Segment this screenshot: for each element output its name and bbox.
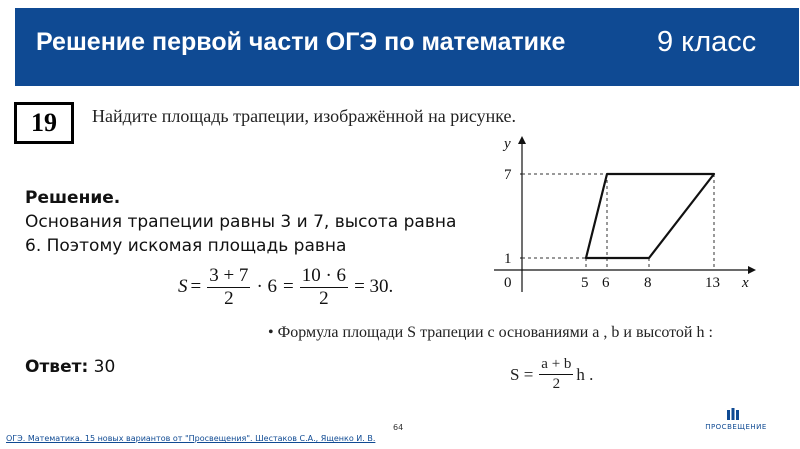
trapezoid xyxy=(586,174,714,258)
note-fraction-denominator: 2 xyxy=(552,376,561,392)
logo-mark-icon xyxy=(726,408,740,422)
page-title: Решение первой части ОГЭ по математике xyxy=(36,28,566,56)
note-formula-fraction xyxy=(539,356,573,393)
formula-fraction-2 xyxy=(300,266,348,309)
answer-label: Ответ: xyxy=(25,357,89,377)
formula-fraction-1 xyxy=(207,266,250,309)
x-tick-5: 5 xyxy=(581,275,589,291)
answer-value: 30 xyxy=(93,357,116,377)
x-tick-6: 6 xyxy=(602,275,610,291)
y-axis-label: y xyxy=(504,136,511,152)
answer xyxy=(25,357,115,377)
fraction-1-numerator: 3 + 7 xyxy=(209,264,249,286)
source-link[interactable]: ОГЭ. Математика. 15 новых вариантов от "Просвещения". Шестаков С.А., Ященко И. В. xyxy=(6,434,376,443)
y-axis-arrow xyxy=(518,136,526,144)
y-tick-7: 7 xyxy=(504,167,512,183)
x-tick-8: 8 xyxy=(644,275,652,291)
logo-text: ПРОСВЕЩЕНИЕ xyxy=(705,423,767,431)
grade-label: 9 класс xyxy=(657,26,757,58)
solution-title: Решение. xyxy=(25,188,121,208)
formula-eq2: = xyxy=(283,276,294,297)
solution-text: Основания трапеции равны 3 и 7, высота равна 6. Поэтому искомая площадь равна xyxy=(25,212,457,256)
solution-formula xyxy=(178,262,396,312)
task-number: 19 xyxy=(14,102,74,144)
origin-label: 0 xyxy=(504,275,512,291)
x-axis-arrow xyxy=(748,266,756,274)
task-text: Найдите площадь трапеции, изображённой на рисунке. xyxy=(92,106,516,126)
page-number: 64 xyxy=(393,423,404,432)
note-formula-tail: h . xyxy=(576,364,594,384)
header xyxy=(0,0,800,90)
trapezoid-graph xyxy=(490,130,760,300)
fraction-1-denominator: 2 xyxy=(224,287,234,309)
x-axis-label: x xyxy=(742,275,749,291)
solution-block xyxy=(25,186,475,258)
note-fraction-numerator: a + b xyxy=(539,356,573,375)
formula-note-text: • Формула площади S трапеции с основаниями a , b и высотой h : xyxy=(268,324,713,341)
fraction-2-denominator: 2 xyxy=(319,287,329,309)
formula-lhs: S xyxy=(178,276,188,297)
formula-note xyxy=(510,356,593,393)
fraction-2-numerator: 10 · 6 xyxy=(301,264,347,286)
x-tick-13: 13 xyxy=(705,275,720,291)
formula-result: = 30. xyxy=(354,276,394,297)
note-formula-lhs: S = xyxy=(510,364,534,384)
y-tick-1: 1 xyxy=(504,251,512,267)
prosveshchenie-logo xyxy=(696,408,776,434)
formula-mult: · 6 xyxy=(256,276,278,297)
formula-eq1: = xyxy=(190,276,202,297)
